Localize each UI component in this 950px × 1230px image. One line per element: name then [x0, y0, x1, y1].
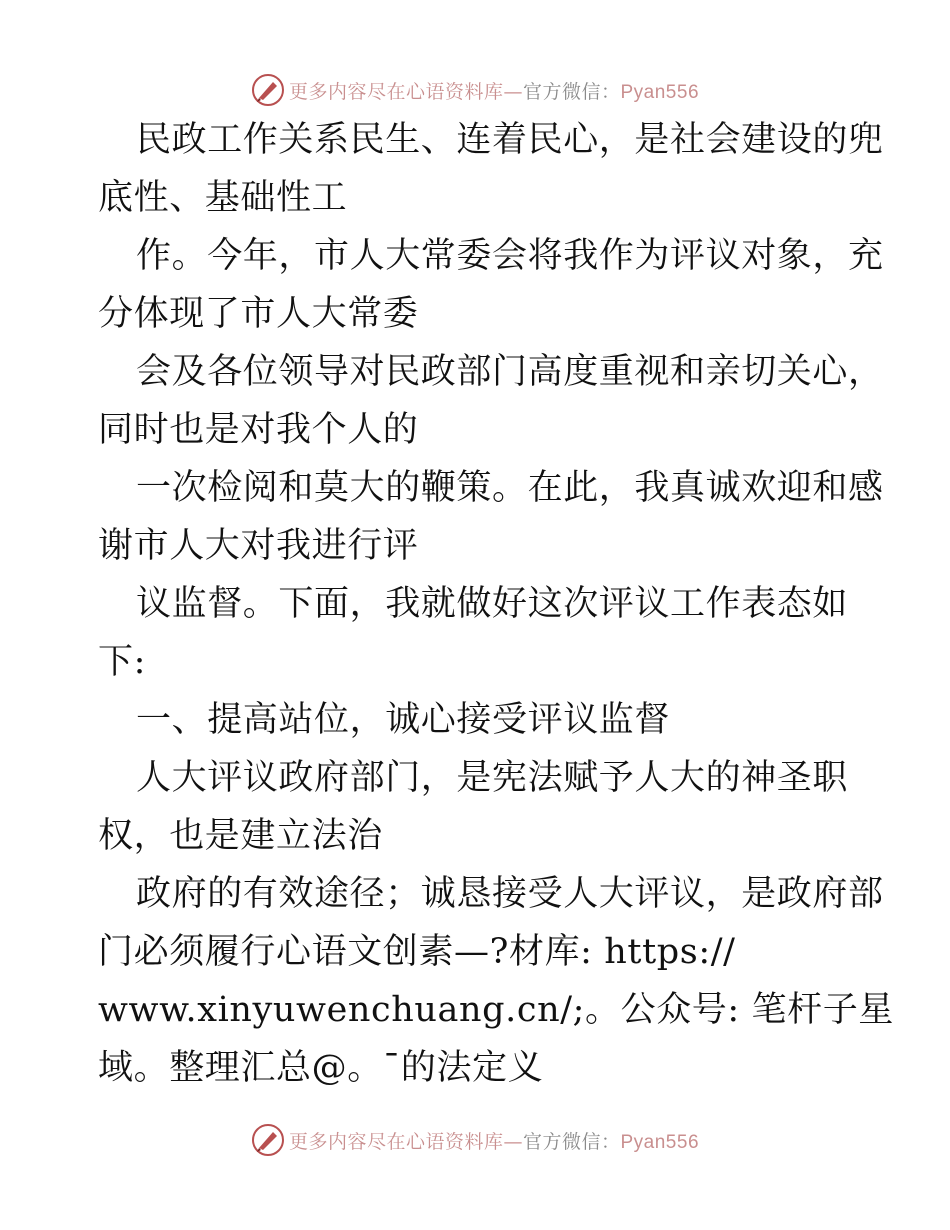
body-line: 作。今年，市人大常委会将我作为评议对象，充 — [136, 236, 884, 276]
header-wechat-label: 官方微信： — [522, 80, 621, 103]
footer-wechat-label: 官方微信： — [522, 1130, 621, 1153]
pen-logo-icon — [251, 73, 285, 107]
body-line: www.xinyuwenchuang.cn/;。公众号: 笔杆子星 — [98, 990, 894, 1030]
body-line: 民政工作关系民生、连着民心，是社会建设的兜 — [136, 120, 884, 160]
footer-banner-text — [289, 1127, 699, 1154]
header-wechat-id: Pyan556 — [620, 81, 700, 103]
body-line: 一次检阅和莫大的鞭策。在此，我真诚欢迎和感 — [136, 468, 884, 508]
header-banner-main: 更多内容尽在心语资料库— — [288, 80, 523, 103]
body-line: 同时也是对我个人的 — [98, 410, 419, 450]
body-line: 分体现了市人大常委 — [98, 294, 419, 334]
body-line: 谢市人大对我进行评 — [98, 526, 419, 566]
body-line: 人大评议政府部门，是宪法赋予人大的神圣职 — [136, 758, 849, 798]
body-line: 下: — [98, 642, 146, 682]
footer-watermark-banner — [0, 1120, 950, 1160]
footer-wechat-id: Pyan556 — [620, 1131, 700, 1153]
header-banner-text — [289, 77, 699, 104]
section-heading: 一、提高站位，诚心接受评议监督 — [136, 700, 671, 740]
body-line: 会及各位领导对民政部门高度重视和亲切关心， — [136, 352, 884, 392]
footer-banner-main: 更多内容尽在心语资料库— — [288, 1130, 523, 1153]
body-line: 域。整理汇总@。¯的法定义 — [98, 1048, 544, 1088]
header-watermark-banner — [0, 70, 950, 110]
body-line: 权，也是建立法治 — [98, 816, 383, 856]
body-line: 门必须履行心语文创素—?材库: https:// — [98, 932, 736, 972]
body-line: 底性、基础性工 — [98, 178, 348, 218]
pen-logo-icon — [251, 1123, 285, 1157]
body-line: 议监督。下面，我就做好这次评议工作表态如 — [136, 584, 849, 624]
body-line: 政府的有效途径；诚恳接受人大评议，是政府部 — [136, 874, 884, 914]
